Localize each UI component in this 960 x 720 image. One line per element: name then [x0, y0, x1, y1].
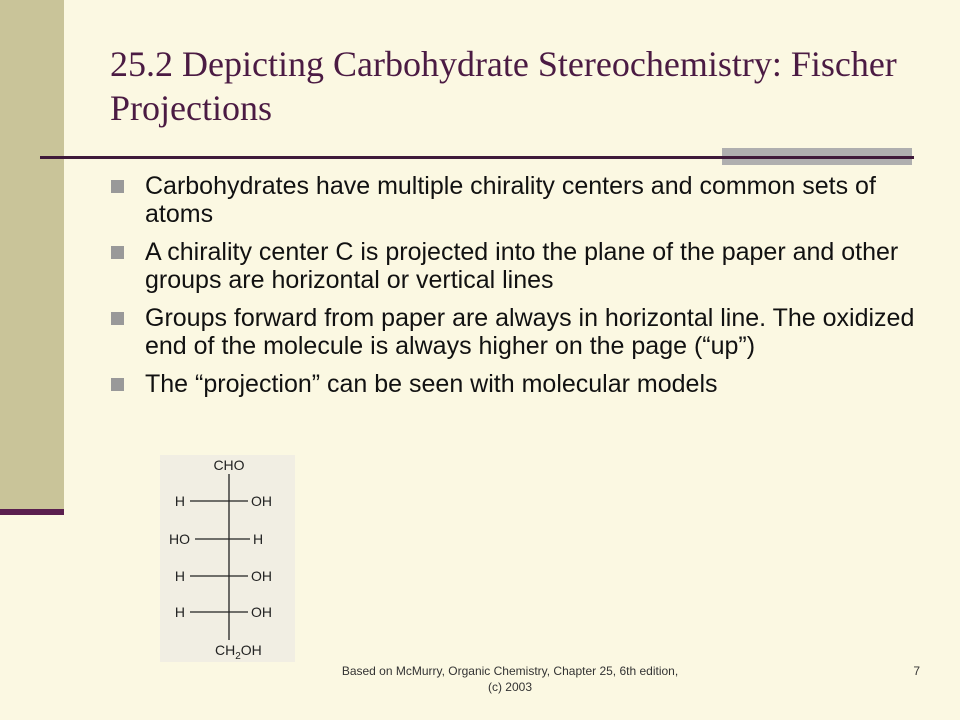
square-bullet-icon: [111, 312, 124, 325]
sidebar-band: [0, 0, 64, 512]
left-group-label: H: [174, 568, 185, 584]
left-group-label: H: [174, 493, 185, 509]
sidebar-cap-line: [0, 509, 64, 515]
right-group-label: H: [253, 531, 264, 547]
bottom-group-tail: OH: [240, 642, 262, 658]
bullet-text: The “projection” can be seen with molecular models: [145, 370, 718, 398]
bullet-text: A chirality center C is projected into the plane of the paper and other groups are horizontal or vertical lines: [145, 238, 899, 294]
right-group-label: OH: [251, 493, 272, 509]
accent-bar-bottom: [722, 159, 912, 165]
page-number: 7: [913, 664, 920, 678]
footer-citation: Based on McMurry, Organic Chemistry, Chapter 25, 6th edition, (c) 2003: [341, 664, 679, 694]
bullet-list: [108, 172, 928, 408]
right-group-label: OH: [251, 604, 272, 620]
right-group-label: OH: [251, 568, 272, 584]
bottom-group-label: [215, 642, 262, 662]
slide-title: 25.2 Depicting Carbohydrate Stereochemistry: Fischer Projections: [110, 44, 897, 128]
top-group-label: CHO: [213, 457, 245, 473]
bullet-item: [108, 370, 928, 398]
bullet-text: Groups forward from paper are always in horizontal line. The oxidized end of the molecule is always higher on the page (“up”): [145, 304, 915, 360]
bottom-group-main: CH: [215, 642, 236, 658]
fischer-projection-figure: [160, 455, 295, 662]
bullet-item: [108, 238, 928, 294]
bullet-item: [108, 304, 928, 360]
left-group-label: H: [174, 604, 185, 620]
bullet-item: [108, 172, 928, 228]
bullet-text: Carbohydrates have multiple chirality centers and common sets of atoms: [145, 172, 876, 228]
left-group-label: HO: [169, 531, 190, 547]
square-bullet-icon: [111, 180, 124, 193]
square-bullet-icon: [111, 246, 124, 259]
fischer-projection-svg: [160, 455, 295, 662]
bottom-group-subscript: 2: [235, 651, 241, 662]
square-bullet-icon: [111, 378, 124, 391]
